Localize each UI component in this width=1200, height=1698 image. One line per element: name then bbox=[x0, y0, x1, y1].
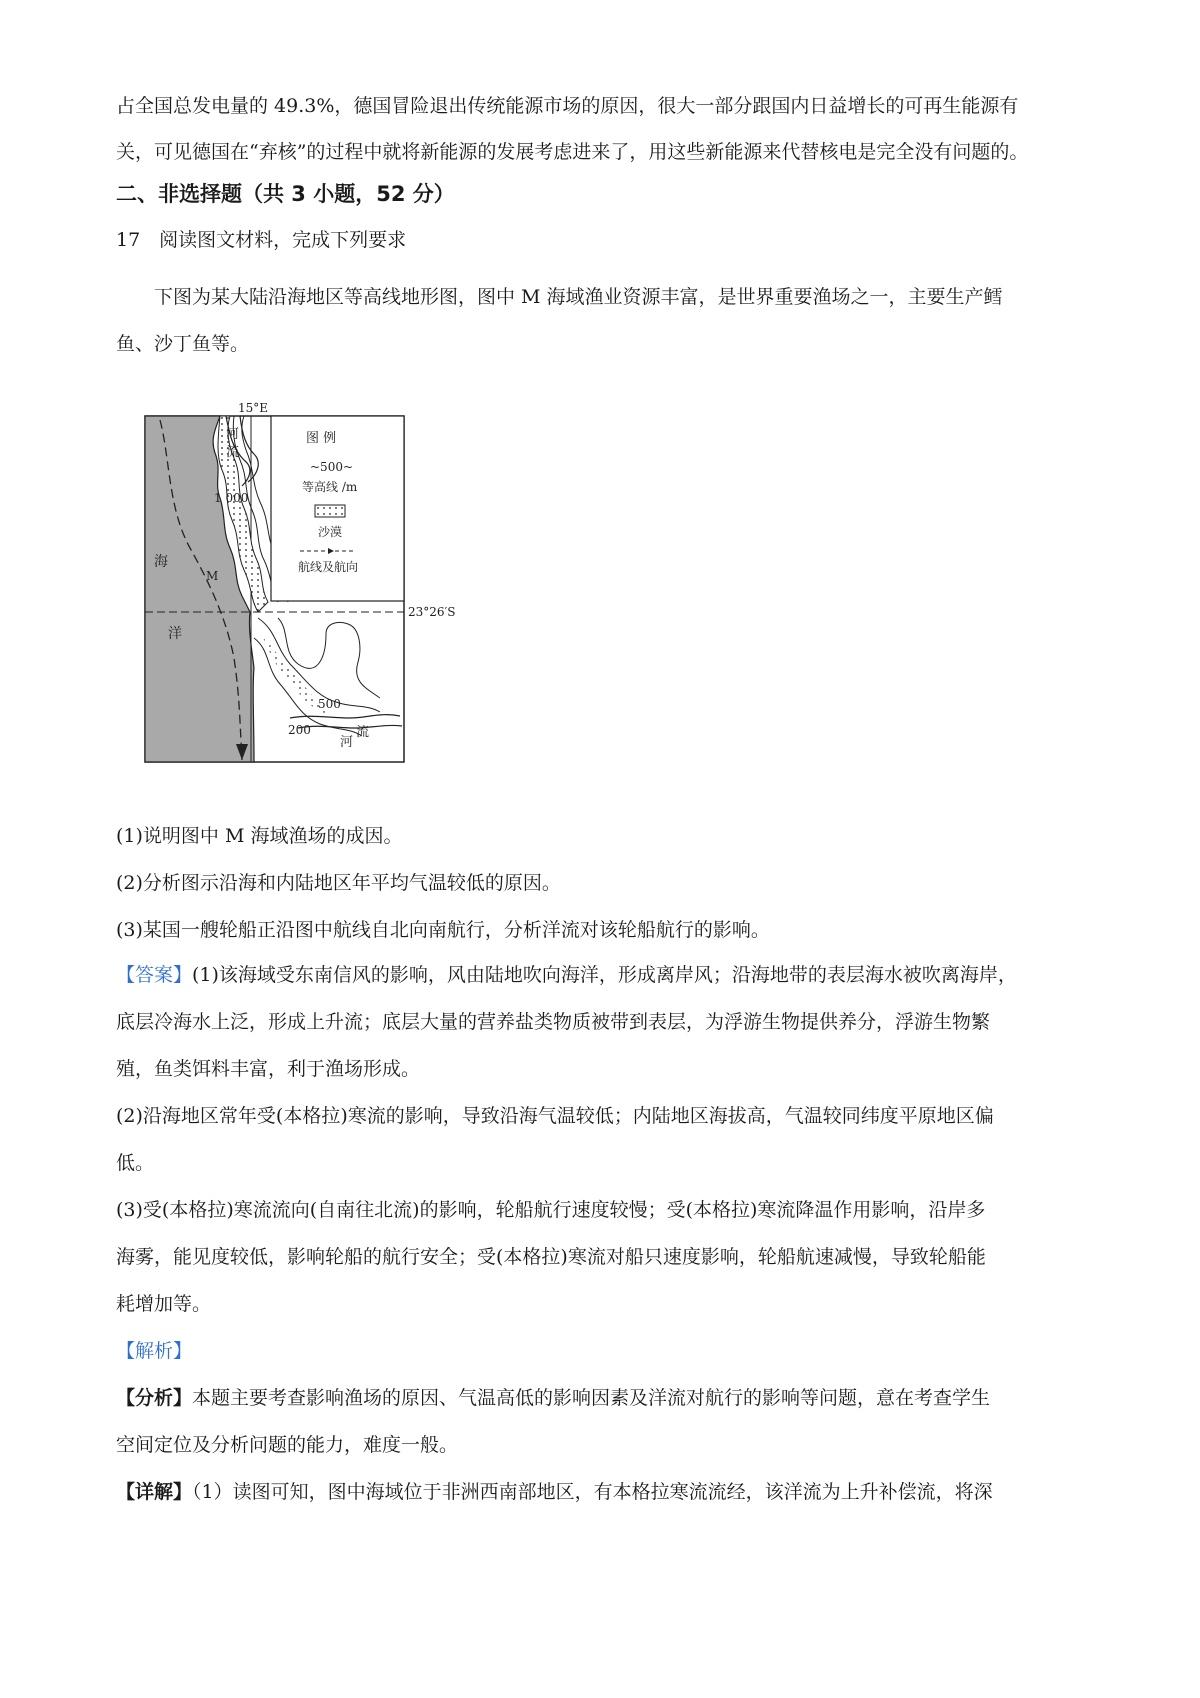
river-bottom-char-2: 流 bbox=[356, 725, 370, 740]
material-line-1: 下图为某大陆沿海地区等高线地形图，图中 M 海域渔业资源丰富，是世界重要渔场之一，主要生产鳕 bbox=[116, 286, 1003, 308]
sea-char-2: 洋 bbox=[168, 626, 182, 642]
latitude-label: 23°26′S bbox=[408, 605, 456, 619]
longitude-label: 15°E bbox=[238, 401, 269, 415]
answer-1-line-1: (1)该海域受东南信风的影响，风由陆地吹向海洋，形成离岸风；沿海地带的表层海水被吹离海岸， bbox=[192, 964, 1017, 986]
intro-line-2: 关，可见德国在“弃核”的过程中就将新能源的发展考虑进来了，用这些新能源来代替核电是完全没有问题的。 bbox=[116, 141, 1029, 163]
sub-question-1: (1)说明图中 M 海域渔场的成因。 bbox=[116, 825, 403, 847]
xiangjie-text-1: （1）读图可知，图中海域位于非洲西南部地区，有本格拉寒流流经，该洋流为上升补偿流，将深 bbox=[192, 1481, 993, 1503]
legend-route-label: 航线及航向 bbox=[298, 560, 359, 574]
contour-label-500: 500 bbox=[318, 697, 341, 711]
question-title: 17 阅读图文材料，完成下列要求 bbox=[116, 229, 407, 251]
river-top-char-2: 流 bbox=[226, 445, 240, 460]
xiangjie-tag: 【详解】 bbox=[116, 1481, 193, 1503]
river-top-char-1: 河 bbox=[226, 427, 240, 442]
legend-desert-label: 沙漠 bbox=[318, 525, 343, 539]
m-label: M bbox=[206, 569, 219, 583]
legend-desert-swatch bbox=[315, 505, 345, 517]
contour-map bbox=[130, 398, 470, 783]
river-bottom-char-1: 河 bbox=[340, 735, 354, 750]
fenxi-line-1 bbox=[116, 1384, 1106, 1412]
contour-map-figure bbox=[130, 398, 470, 783]
analysis-tag: 【解析】 bbox=[116, 1340, 193, 1362]
sea-char-1: 海 bbox=[154, 554, 168, 570]
legend-contour-sample: ~500~ bbox=[310, 460, 354, 474]
answer-3-line-2: 海雾，能见度较低，影响轮船的航行安全；受(本格拉)寒流对船只速度影响，轮船航速减慢，导致轮船能 bbox=[116, 1246, 986, 1268]
section-title: 二、非选择题（共 3 小题，52 分） bbox=[116, 182, 455, 206]
answer-2-line-1: (2)沿海地区常年受(本格拉)寒流的影响，导致沿海气温较低；内陆地区海拔高，气温较同纬度平原地区偏 bbox=[116, 1105, 994, 1127]
xiangjie-line-1 bbox=[116, 1478, 1106, 1506]
intro-line-1: 占全国总发电量的 49.3%，德国冒险退出传统能源市场的原因，很大一部分跟国内日益增长的可再生能源有 bbox=[116, 95, 1019, 117]
fenxi-text-1: 本题主要考查影响渔场的原因、气温高低的影响因素及洋流对航行的影响等问题，意在考查学生 bbox=[192, 1387, 991, 1409]
contour-label-200: 200 bbox=[288, 723, 311, 737]
answer-3-line-3: 耗增加等。 bbox=[116, 1293, 212, 1315]
contour-label-1000: 1 000 bbox=[214, 491, 249, 505]
material-line-2: 鱼、沙丁鱼等。 bbox=[116, 333, 250, 355]
answer-tag: 【答案】 bbox=[116, 964, 193, 986]
answer-1-line-2: 底层冷海水上泛，形成上升流；底层大量的营养盐类物质被带到表层，为浮游生物提供养分，浮游生物繁 bbox=[116, 1011, 991, 1033]
answer-line-1 bbox=[116, 961, 1106, 989]
answer-3-line-1: (3)受(本格拉)寒流流向(自南往北流)的影响，轮船航行速度较慢；受(本格拉)寒流降温作用影响，沿岸多 bbox=[116, 1199, 986, 1221]
legend-contour-label: 等高线 /m bbox=[302, 480, 358, 494]
answer-2-line-2: 低。 bbox=[116, 1152, 155, 1174]
sub-question-3: (3)某国一艘轮船正沿图中航线自北向南航行，分析洋流对该轮船航行的影响。 bbox=[116, 919, 770, 941]
fenxi-line-2: 空间定位及分析问题的能力，难度一般。 bbox=[116, 1434, 459, 1456]
legend-title: 图 例 bbox=[306, 431, 337, 446]
answer-1-line-3: 殖，鱼类饵料丰富，利于渔场形成。 bbox=[116, 1058, 421, 1080]
fenxi-tag: 【分析】 bbox=[116, 1387, 193, 1409]
sub-question-2: (2)分析图示沿海和内陆地区年平均气温较低的原因。 bbox=[116, 872, 561, 894]
